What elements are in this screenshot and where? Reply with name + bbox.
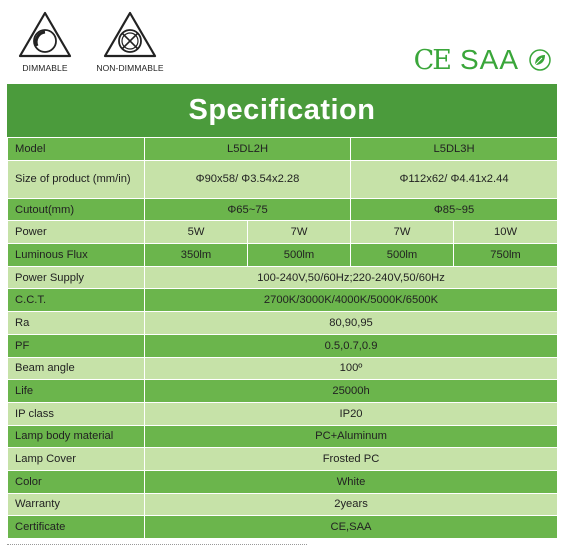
specification-title: Specification <box>7 84 557 137</box>
non-dimmable-icon <box>102 10 158 60</box>
saa-mark: SAA <box>459 44 519 75</box>
row-label: Size of product (mm/in) <box>8 160 145 198</box>
table-row-body-material <box>8 425 558 448</box>
leaf-icon <box>529 49 551 71</box>
flux-value: 500lm <box>248 244 351 267</box>
certificate-value: CE,SAA <box>145 516 558 539</box>
model-b: L5DL3H <box>351 138 558 161</box>
non-dimmable-label: NON-DIMMABLE <box>96 63 164 73</box>
table-row-pf <box>8 334 558 357</box>
specification-table <box>7 137 558 539</box>
table-row-ip-class <box>8 402 558 425</box>
table-row-beam-angle <box>8 357 558 380</box>
row-label: Life <box>8 380 145 403</box>
table-row-certificate <box>8 516 558 539</box>
table-row-warranty <box>8 493 558 516</box>
row-label: Warranty <box>8 493 145 516</box>
row-label: Model <box>8 138 145 161</box>
cutout-b: Φ85~95 <box>351 198 558 221</box>
table-row-model <box>8 138 558 161</box>
row-label: Power <box>8 221 145 244</box>
table-row-lamp-cover <box>8 448 558 471</box>
ra-value: 80,90,95 <box>145 312 558 335</box>
size-a: Φ90x58/ Φ3.54x2.28 <box>145 160 351 198</box>
power-value: 7W <box>351 221 454 244</box>
cutout-a: Φ65~75 <box>145 198 351 221</box>
row-label: Luminous Flux <box>8 244 145 267</box>
body-material-value: PC+Aluminum <box>145 425 558 448</box>
row-label: Beam angle <box>8 357 145 380</box>
size-b: Φ112x62/ Φ4.41x2.44 <box>351 160 558 198</box>
flux-value: 500lm <box>351 244 454 267</box>
warranty-value: 2years <box>145 493 558 516</box>
top-bar <box>0 0 563 80</box>
table-row-size <box>8 160 558 198</box>
color-value: White <box>145 470 558 493</box>
footnote-divider <box>7 544 307 548</box>
model-a: L5DL2H <box>145 138 351 161</box>
table-row-life <box>8 380 558 403</box>
row-label: Lamp body material <box>8 425 145 448</box>
row-label: IP class <box>8 402 145 425</box>
table-row-luminous-flux <box>8 244 558 267</box>
beam-angle-value: 100º <box>145 357 558 380</box>
table-row-power <box>8 221 558 244</box>
flux-value: 750lm <box>454 244 558 267</box>
flux-value: 350lm <box>145 244 248 267</box>
table-row-cct <box>8 289 558 312</box>
row-label: Color <box>8 470 145 493</box>
power-supply-value: 100-240V,50/60Hz;220-240V,50/60Hz <box>145 266 558 289</box>
row-label: Power Supply <box>8 266 145 289</box>
table-row-power-supply <box>8 266 558 289</box>
dimmable-icon <box>17 10 73 60</box>
row-label: C.C.T. <box>8 289 145 312</box>
ip-class-value: IP20 <box>145 402 558 425</box>
dimmable-badge <box>0 10 90 73</box>
power-value: 5W <box>145 221 248 244</box>
row-label: Lamp Cover <box>8 448 145 471</box>
row-label: PF <box>8 334 145 357</box>
lamp-cover-value: Frosted PC <box>145 448 558 471</box>
dimmable-label: DIMMABLE <box>22 63 68 73</box>
pf-value: 0.5,0.7,0.9 <box>145 334 558 357</box>
table-row-cutout <box>8 198 558 221</box>
non-dimmable-badge <box>85 10 175 73</box>
row-label: Cutout(mm) <box>8 198 145 221</box>
ce-mark: CE <box>413 44 450 76</box>
certification-marks <box>414 44 551 76</box>
power-value: 7W <box>248 221 351 244</box>
row-label: Certificate <box>8 516 145 539</box>
specification-table-wrapper <box>7 84 557 539</box>
table-row-ra <box>8 312 558 335</box>
power-value: 10W <box>454 221 558 244</box>
life-value: 25000h <box>145 380 558 403</box>
cct-value: 2700K/3000K/4000K/5000K/6500K <box>145 289 558 312</box>
row-label: Ra <box>8 312 145 335</box>
table-row-color <box>8 470 558 493</box>
